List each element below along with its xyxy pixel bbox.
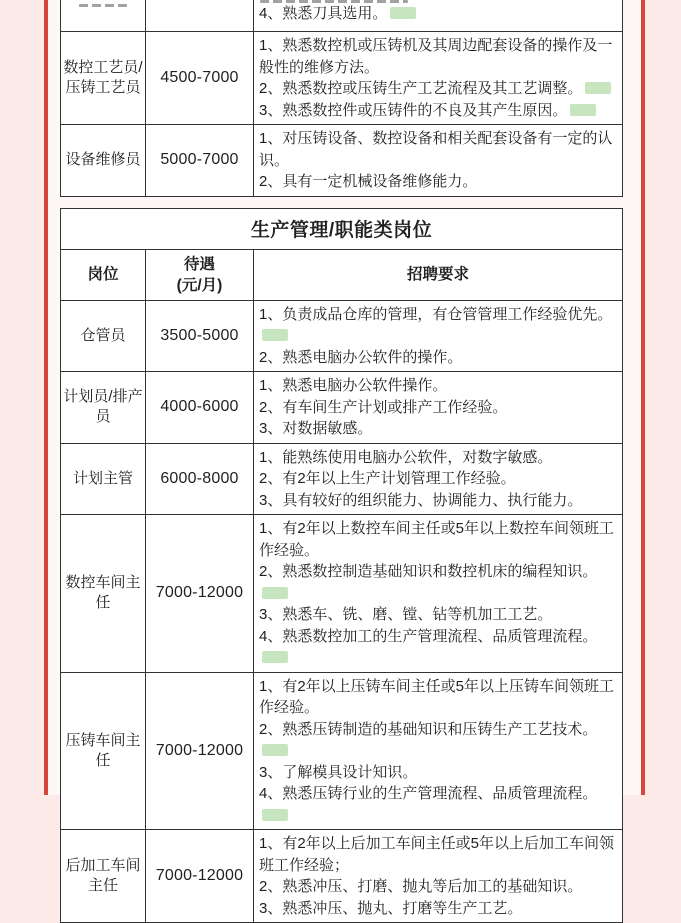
table-spacer	[60, 197, 623, 208]
position-cell: 计划员/排产员	[61, 372, 146, 444]
article-content	[60, 0, 623, 923]
salary-cell: 7000-12000	[146, 830, 254, 923]
requirement-line: 2、有2年以上生产计划管理工作经验。	[259, 468, 619, 490]
salary-cell: 7000-12000	[146, 515, 254, 673]
position-cell: 压铸车间主任	[61, 672, 146, 830]
requirement-line: 3、具有较好的组织能力、协调能力、执行能力。	[259, 490, 619, 512]
requirements-cell	[254, 32, 623, 125]
requirement-line: 4、熟悉刀具选用。	[259, 4, 619, 24]
requirement-line: 3、熟悉车、铣、磨、镗、钻等机加工工艺。	[259, 604, 619, 626]
requirement-line: 3、对数据敏感。	[259, 418, 619, 440]
compression-artifact	[585, 82, 611, 94]
compression-artifact	[262, 744, 288, 756]
jobs-table-technical	[60, 0, 623, 197]
salary-cell: 4500-7000	[146, 32, 254, 125]
table-row	[61, 32, 623, 125]
table-row-clipped	[61, 0, 623, 32]
requirement-line: 2、熟悉数控制造基础知识和数控机床的编程知识。	[259, 561, 619, 604]
compression-artifact	[262, 587, 288, 599]
table-row	[61, 372, 623, 444]
column-header-position: 岗位	[61, 249, 146, 300]
requirement-line: 1、能熟练使用电脑办公软件，对数字敏感。	[259, 447, 619, 469]
position-cell: 仓管员	[61, 300, 146, 372]
requirements-cell	[254, 830, 623, 923]
requirements-cell	[254, 300, 623, 372]
requirement-line: 2、有车间生产计划或排产工作经验。	[259, 397, 619, 419]
table-title-row	[61, 208, 623, 249]
requirement-line: 4、熟悉数控加工的生产管理流程、品质管理流程。	[259, 626, 619, 669]
compression-artifact	[262, 651, 288, 663]
left-red-rule	[44, 0, 48, 795]
requirement-line: 1、负责成品仓库的管理，有仓管管理工作经验优先。	[259, 304, 619, 347]
salary-cell: 6000-8000	[146, 443, 254, 515]
position-cell: 计划主管	[61, 443, 146, 515]
clipped-text-fragment	[260, 0, 408, 3]
requirement-line: 3、熟悉数控件或压铸件的不良及其产生原因。	[259, 100, 619, 122]
requirement-line: 2、具有一定机械设备维修能力。	[259, 171, 619, 193]
requirement-line: 1、对压铸设备、数控设备和相关配套设备有一定的认识。	[259, 128, 619, 171]
table-header-row	[61, 249, 623, 300]
clipped-text-fragment	[79, 4, 127, 7]
column-header-requirements: 招聘要求	[254, 249, 623, 300]
requirement-line: 1、有2年以上数控车间主任或5年以上数控车间领班工作经验。	[259, 518, 619, 561]
position-cell: 数控工艺员/压铸工艺员	[61, 32, 146, 125]
salary-cell	[146, 0, 254, 32]
requirement-line: 2、熟悉电脑办公软件的操作。	[259, 347, 619, 369]
position-cell: 设备维修员	[61, 125, 146, 197]
salary-cell: 7000-12000	[146, 672, 254, 830]
requirement-line: 1、熟悉电脑办公软件操作。	[259, 375, 619, 397]
table-row	[61, 300, 623, 372]
table-row	[61, 515, 623, 673]
requirements-cell	[254, 372, 623, 444]
jobs-table-management	[60, 208, 623, 923]
column-header-salary: 待遇 (元/月)	[146, 249, 254, 300]
table-row	[61, 672, 623, 830]
requirement-line: 2、熟悉数控或压铸生产工艺流程及其工艺调整。	[259, 78, 619, 100]
position-cell: 数控车间主任	[61, 515, 146, 673]
compression-artifact	[570, 104, 596, 116]
requirement-line: 4、熟悉压铸行业的生产管理流程、品质管理流程。	[259, 783, 619, 826]
requirement-line: 1、熟悉数控机或压铸机及其周边配套设备的操作及一般性的维修方法。	[259, 35, 619, 78]
requirement-line: 3、了解模具设计知识。	[259, 762, 619, 784]
salary-cell: 4000-6000	[146, 372, 254, 444]
right-red-rule	[641, 0, 645, 795]
requirement-line: 3、熟悉冲压、抛丸、打磨等生产工艺。	[259, 898, 619, 920]
table-row	[61, 125, 623, 197]
requirement-line: 1、有2年以上后加工车间主任或5年以上后加工车间领班工作经验；	[259, 833, 619, 876]
salary-cell: 5000-7000	[146, 125, 254, 197]
table-title: 生产管理/职能类岗位	[61, 208, 623, 249]
requirement-line: 2、熟悉压铸制造的基础知识和压铸生产工艺技术。	[259, 719, 619, 762]
requirements-cell	[254, 443, 623, 515]
table-row	[61, 443, 623, 515]
requirements-cell	[254, 0, 623, 32]
requirement-line: 1、有2年以上压铸车间主任或5年以上压铸车间领班工作经验。	[259, 676, 619, 719]
compression-artifact	[390, 7, 416, 19]
position-cell: 后加工车间主任	[61, 830, 146, 923]
requirements-cell	[254, 672, 623, 830]
table-row	[61, 830, 623, 923]
position-cell	[61, 0, 146, 32]
compression-artifact	[262, 329, 288, 341]
compression-artifact	[262, 809, 288, 821]
salary-cell: 3500-5000	[146, 300, 254, 372]
requirements-cell	[254, 125, 623, 197]
requirement-line: 2、熟悉冲压、打磨、抛丸等后加工的基础知识。	[259, 876, 619, 898]
requirements-cell	[254, 515, 623, 673]
